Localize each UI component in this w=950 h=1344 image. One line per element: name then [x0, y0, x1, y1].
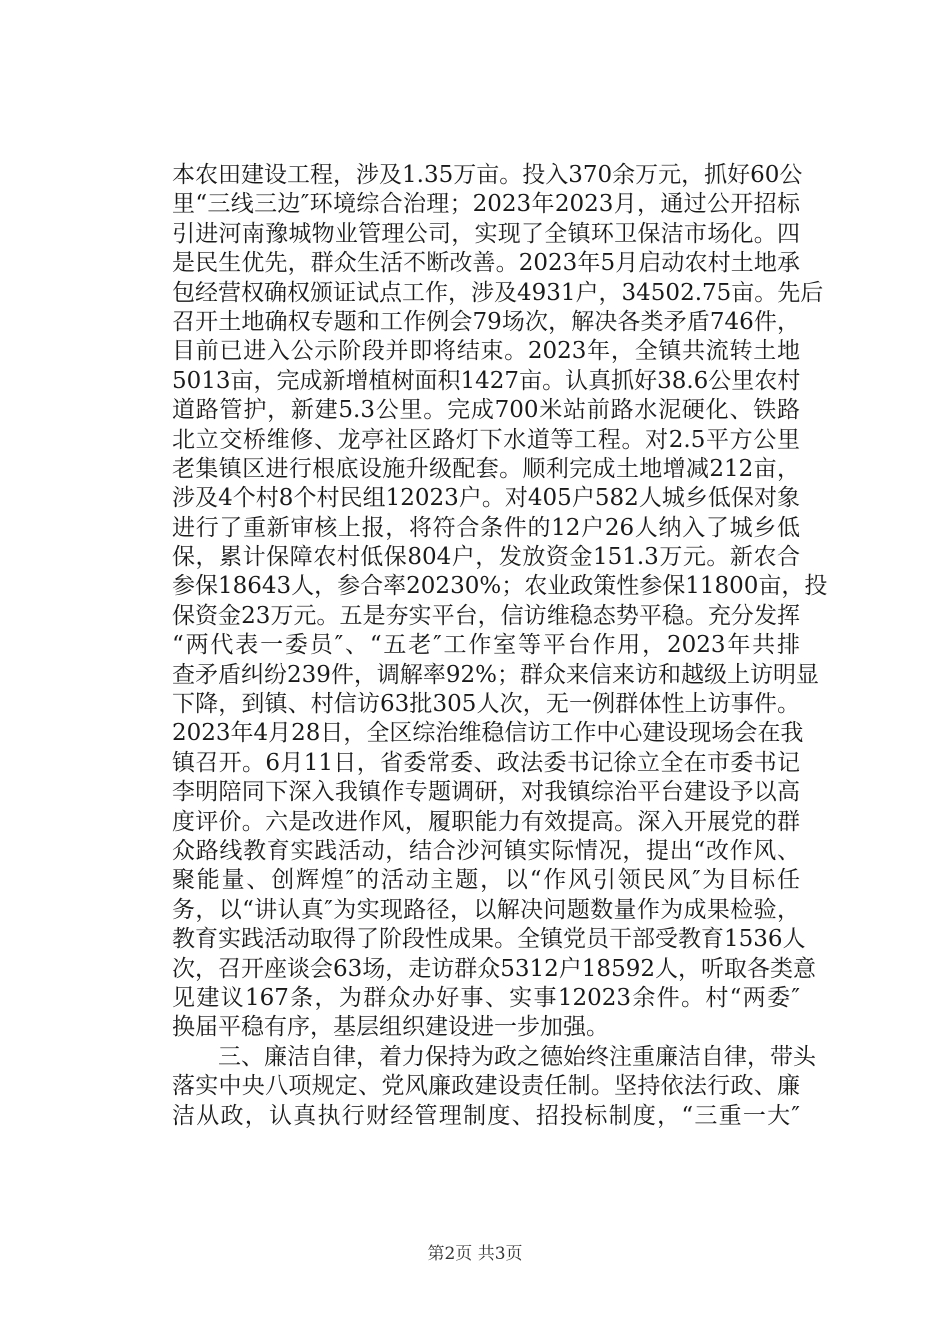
page-footer: 第2页 共3页 — [427, 1244, 523, 1264]
text-line: 众路线教育实践活动，结合沙河镇实际情况，提出“改作风、 — [172, 837, 800, 864]
text-line: 涉及4个村8个村民组12023户。对405户582人城乡低保对象 — [172, 485, 800, 512]
text-line: 本农田建设工程，涉及1.35万亩。投入370余万元，抓好60公 — [172, 162, 803, 188]
text-line: 保资金23万元。五是夯实平台，信访维稳态势平稳。充分发挥 — [172, 602, 800, 629]
text-line: 道路管护，新建5.3公里。完成700米站前路水泥硬化、铁路 — [172, 397, 800, 424]
text-line: 聚能量、创辉煌″的活动主题，以“作风引领民风″为目标任 — [172, 867, 800, 894]
text-line: 参保18643人，参合率20230%；农业政策性参保11800亩，投 — [172, 573, 828, 600]
text-line: 务，以“讲认真″为实现路径，以解决问题数量作为成果检验， — [172, 896, 800, 923]
text-line: 里“三线三边″环境综合治理；2023年2023月，通过公开招标 — [172, 191, 800, 218]
text-line: 度评价。六是改进作风，履职能力有效提高。深入开展党的群 — [172, 808, 800, 835]
text-line: 北立交桥维修、龙亭社区路灯下水道等工程。对2.5平方公里 — [172, 426, 800, 453]
text-line: 下降，到镇、村信访63批305人次，无一例群体性上访事件。 — [172, 691, 800, 718]
text-line: 查矛盾纠纷239件，调解率92%；群众来信来访和越级上访明显 — [172, 661, 820, 688]
text-line: 包经营权确权颁证试点工作，涉及4931户，34502.75亩。先后 — [172, 279, 824, 306]
text-line: 洁从政，认真执行财经管理制度、招投标制度，“三重一大″ — [172, 1102, 800, 1129]
text-line: 召开土地确权专题和工作例会79场次，解决各类矛盾746件， — [172, 308, 800, 335]
text-line: 目前已进入公示阶段并即将结束。2023年，全镇共流转土地 — [172, 338, 800, 365]
text-line: 镇召开。6月11日，省委常委、政法委书记徐立全在市委书记 — [172, 749, 800, 776]
text-line: 是民生优先，群众生活不断改善。2023年5月启动农村土地承 — [172, 250, 800, 277]
text-line: 见建议167条，为群众办好事、实事12023余件。村“两委″ — [172, 984, 800, 1011]
text-line: “两代表一委员″、“五老″工作室等平台作用，2023年共排 — [172, 632, 800, 659]
text-line: 三、廉洁自律，着力保持为政之德始终注重廉洁自律，带头 — [172, 1043, 816, 1070]
text-line: 李明陪同下深入我镇作专题调研，对我镇综治平台建设予以高 — [172, 779, 800, 806]
text-line: 次，召开座谈会63场，走访群众5312户18592人，听取各类意 — [172, 955, 816, 982]
text-line: 换届平稳有序，基层组织建设进一步加强。 — [172, 1014, 609, 1041]
text-line: 落实中央八项规定、党风廉政建设责任制。坚持依法行政、廉 — [172, 1073, 800, 1100]
text-line: 保，累计保障农村低保804户，发放资金151.3万元。新农合 — [172, 544, 800, 571]
text-line: 引进河南豫城物业管理公司，实现了全镇环卫保洁市场化。四 — [172, 220, 800, 247]
body-text — [172, 161, 828, 1131]
text-line: 5013亩，完成新增植树面积1427亩。认真抓好38.6公里农村 — [172, 367, 801, 394]
text-line: 2023年4月28日，全区综治维稳信访工作中心建设现场会在我 — [172, 720, 804, 747]
text-line: 老集镇区进行根底设施升级配套。顺利完成土地增减212亩， — [172, 455, 800, 482]
text-line: 进行了重新审核上报，将符合条件的12户26人纳入了城乡低 — [172, 514, 800, 541]
text-line: 教育实践活动取得了阶段性成果。全镇党员干部受教育1536人 — [172, 926, 806, 953]
